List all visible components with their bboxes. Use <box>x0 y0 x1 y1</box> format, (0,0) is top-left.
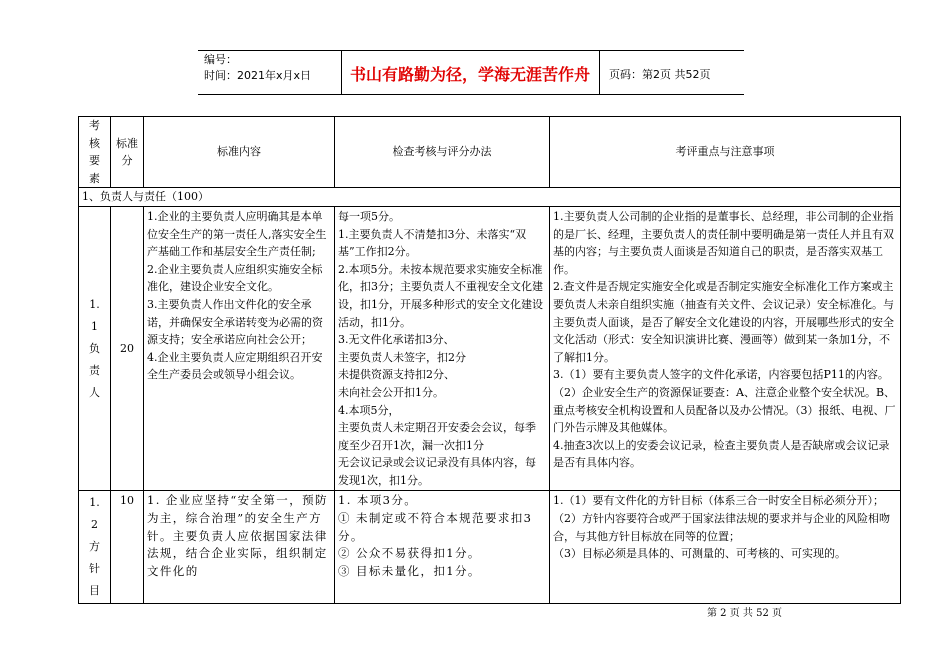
header-text: 标准分 <box>116 136 138 168</box>
header-cell-method: 检查考核与评分办法 <box>335 117 550 188</box>
content-item: 3.主要负责人作出文件化的安全承诺，并确保安全承诺转变为必需的资源支持；安全承诺应向社会公开； <box>147 297 323 347</box>
element-text: 1.1负责人 <box>89 297 100 399</box>
method-item: 1. 本项3分。 <box>338 493 418 508</box>
score-cell: 10 <box>111 491 144 604</box>
code-label: 编号： <box>204 53 237 66</box>
method-item: 主要负责人未定期召开安委会会议，每季度至少召开1次，漏一次扣1分 <box>338 421 536 452</box>
element-cell <box>79 206 111 491</box>
method-cell <box>335 206 550 491</box>
method-item: 4.本项5分， <box>338 403 400 417</box>
notes-item: 1.主要负责人公司制的企业指的是董事长、总经理，非公司制的企业指的是厂长、经理，主要负责人的责任制中要明确是第一责任人并且有双基的内容；与主要负责人面谈是否知道自己的职责，是否落实双基工作。 <box>553 209 894 276</box>
table-row <box>79 491 901 604</box>
method-item: 未向社会公开扣1分。 <box>338 385 444 399</box>
element-cell <box>79 491 111 604</box>
method-item: 无会议记录或会议记录没有具体内容，每发现1次，扣1分。 <box>338 456 536 487</box>
page-label: 页码：第2页 共52页 <box>609 68 711 81</box>
score-cell: 20 <box>111 206 144 491</box>
method-item: 3.无文件化承诺扣3分、 <box>338 333 455 347</box>
header-cell-score <box>111 117 144 188</box>
method-cell <box>335 491 550 604</box>
method-item: ③ 目标未量化，扣1分。 <box>338 563 481 578</box>
content-item: 4.企业主要负责人应定期组织召开安全生产委员会或领导小组会议。 <box>147 350 323 382</box>
header-cell-content: 标准内容 <box>144 117 335 188</box>
notes-item: 3.（1）要有主要负责人签字的文件化承诺，内容要包括P11的内容。（2）企业安全生产的资源保证要查：A、注意企业整个安全状况。B、重点考核安全机构设置和人员配备以及办公情况。（3）报纸、电视、厂门外告示牌及其他媒体。 <box>553 368 896 435</box>
method-item: 2.本项5分。未按本规范要求实施安全标准化，扣3分；主要负责人不重视安全文化建设，扣1分，开展多种形式的安全文化建设活动，扣1分。 <box>338 262 543 329</box>
element-text: 1.2方针目 <box>89 496 100 598</box>
header-text: 考核要素 <box>89 119 100 185</box>
header-cell-notes: 考评重点与注意事项 <box>550 117 901 188</box>
notes-item: （3）目标必须是具体的、可测量的、可考核的、可实现的。 <box>553 547 846 561</box>
content-item: 1.企业的主要负责人应明确其是本单位安全生产的第一责任人,落实安全生产基础工作和基层安全生产责任制; <box>147 209 327 259</box>
notes-item: （2）方针内容要符合或严于国家法律法规的要求并与企业的风险相吻合，与其他方针目标放在同等的位置； <box>553 512 890 543</box>
header-bottom-rule <box>198 94 744 95</box>
header-meta <box>204 52 311 84</box>
table-header-row <box>79 117 901 188</box>
method-item: ② 公众不易获得扣1分。 <box>338 546 481 561</box>
header-motto: 书山有路勤为径，学海无涯苦作舟 <box>349 65 590 84</box>
assessment-table <box>78 116 901 604</box>
notes-item: 2.查文件是否规定实施安全化或是否制定实施安全标准化工作方案或主要负责人未亲自组织实施（抽查有关文件、会议记录）安全标准化。与主要负责人面谈，是否了解安全文化建设的内容，开展哪些形式的安全文化活动（形式：安全知识演讲比赛、漫画等）做到某一条加1分，不了解扣1分。 <box>553 280 894 364</box>
content-item: 2.企业主要负责人应组织实施安全标准化，建设企业安全文化。 <box>147 262 323 294</box>
method-item: ① 未制定或不符合本规范要求扣3分。 <box>338 511 533 543</box>
notes-cell <box>550 491 901 604</box>
table-row <box>79 206 901 491</box>
notes-cell <box>550 206 901 491</box>
page-footer: 第 2 页 共 52 页 <box>707 608 782 619</box>
time-label: 时间：2021年x月x日 <box>204 69 312 82</box>
content-cell <box>144 491 335 604</box>
method-item: 1.主要负责人不清楚扣3分、未落实“双基”工作扣2分。 <box>338 227 527 259</box>
header-top-rule <box>198 50 744 51</box>
content-cell <box>144 206 335 491</box>
method-item: 主要负责人未签字，扣2分 <box>338 350 466 364</box>
page-header <box>198 50 744 94</box>
notes-item: 1.（1）要有文件化的方针目标（体系三合一时安全目标必须分开）； <box>553 494 884 508</box>
header-divider <box>599 50 600 94</box>
notes-item: 4.抽查3次以上的安委会议记录，检查主要负责人是否缺席或会议记录是否有具体内容。 <box>553 438 890 470</box>
section-row <box>79 188 901 207</box>
section-title: 1、负责人与责任（100） <box>79 188 901 207</box>
method-item: 每一项5分。 <box>338 209 400 223</box>
method-item: 未提供资源支持扣2分、 <box>338 368 455 382</box>
header-cell-element <box>79 117 111 188</box>
content-item: 1. 企业应坚持“安全第一，预防为主，综合治理”的安全生产方针。主要负责人应依据国家法律法规，结合企业实际，组织制定文件化的 <box>147 493 328 578</box>
